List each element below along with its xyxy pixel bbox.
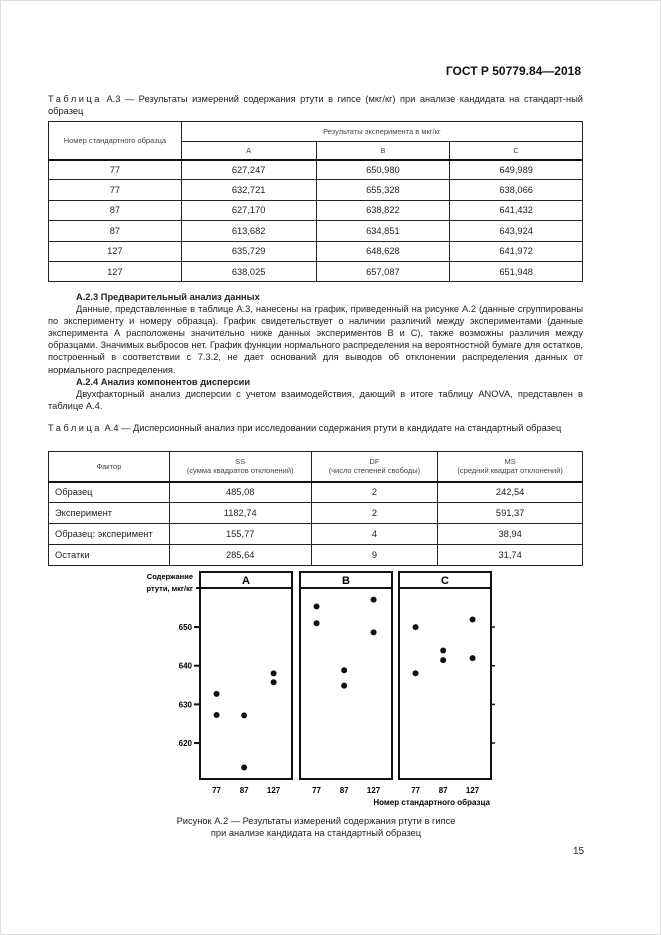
caption-text: А.3 — Результаты измерений содержания ртути в гипсе (мкг/кг) при анализе кандидата на стандарт-ный образец [48, 94, 583, 116]
section-heading: А.2.4 Анализ компонентов дисперсии [76, 376, 251, 387]
table-row [49, 241, 583, 261]
table-a4-caption [48, 422, 583, 434]
x-tick-label: 87 [239, 786, 249, 795]
header-title: DF [369, 457, 380, 467]
section-heading: А.2.3 Предварительный анализ данных [76, 292, 260, 302]
header-title: MS [504, 457, 516, 467]
data-point [314, 603, 320, 609]
y-axis-label-line: ртути, мкг/кг [146, 584, 193, 593]
table-cell: 155,77 [169, 524, 311, 545]
table-cell: 127 [49, 261, 182, 281]
panel-frame [200, 572, 292, 779]
table-cell: 613,682 [181, 221, 316, 241]
data-point [241, 764, 247, 770]
table-row [49, 180, 583, 200]
column-header [49, 452, 170, 482]
column-header [169, 452, 311, 482]
panel-label: A [242, 575, 250, 587]
table-cell: 242,54 [438, 482, 583, 503]
column-header [438, 452, 583, 482]
data-point [440, 648, 446, 654]
table-cell: 77 [49, 180, 182, 200]
x-tick-label: 127 [465, 786, 480, 795]
x-tick-label: 87 [339, 786, 349, 795]
paragraph: Данные, представленные в таблице А.3, нанесены на график, приведенный на рисунке А.2 (данные сгруппированы по эксперименту и номеру образца). График свидетельствует о наличии различий между экспериментами (данные эксперимента А расположены значительно ниже данных экспериментов В и С), также возможны различия между образцами. Значимых выбросов нет. График функции нормального распределения на вероятностной бумаге для остатков, построенный в соответствии с 7.3.2, не дает оснований для выводов об отклонении распределения данных от нормального распределения. [48, 304, 583, 375]
header-title: Фактор [96, 461, 122, 471]
standard-number: ГОСТ Р 50779.84—2018 [445, 64, 581, 78]
table-cell: 87 [49, 221, 182, 241]
header-title: SS [235, 457, 246, 467]
figure-caption-line: Рисунок А.2 — Результаты измерений содержания ртути в гипсе [176, 816, 456, 826]
table-row [49, 524, 583, 545]
table-cell: 4 [311, 524, 438, 545]
table-cell: 641,432 [450, 200, 583, 220]
panel-frame [399, 572, 491, 779]
x-tick-label: 127 [266, 786, 281, 795]
table-row [49, 221, 583, 241]
table-cell: 1182,74 [169, 503, 311, 524]
panel-label: C [441, 575, 449, 587]
header-subtitle: (число степеней свободы) [328, 466, 421, 476]
table-cell: 655,328 [316, 180, 450, 200]
table-cell: Образец [49, 482, 170, 503]
table-cell: Образец: эксперимент [49, 524, 170, 545]
col-b: B [316, 142, 450, 160]
y-tick-label: 640 [178, 661, 192, 671]
data-point [371, 629, 377, 635]
x-tick-label: 87 [438, 786, 448, 795]
table-cell: 2 [311, 482, 438, 503]
table-row [49, 200, 583, 220]
y-axis-label-line: Содержание [146, 572, 193, 581]
table-cell: Эксперимент [49, 503, 170, 524]
table-cell: 31,74 [438, 545, 583, 566]
table-cell: 643,924 [450, 221, 583, 241]
table-cell: Остатки [49, 545, 170, 566]
table-cell: 635,729 [181, 241, 316, 261]
table-cell: 638,025 [181, 261, 316, 281]
table-a3 [48, 121, 583, 282]
x-axis-label: Номер стандартного образца [373, 798, 490, 807]
table-cell: 87 [49, 200, 182, 220]
data-point [314, 620, 320, 626]
data-point [470, 617, 476, 623]
table-a4 [48, 451, 583, 566]
data-point [413, 670, 419, 676]
table-cell: 638,066 [450, 180, 583, 200]
table-row [49, 160, 583, 180]
table-cell: 127 [49, 241, 182, 261]
data-point [440, 657, 446, 663]
header-subtitle: (сумма квадратов отклонений) [186, 466, 294, 476]
caption-text: А.4 — Дисперсионный анализ при исследовании содержания ртути в кандидате на стандартный образец [104, 423, 562, 433]
table-cell: 9 [311, 545, 438, 566]
table-cell: 485,08 [169, 482, 311, 503]
x-tick-label: 77 [212, 786, 222, 795]
col-sample: Номер стандартного образца [49, 122, 182, 160]
header-subtitle: (средний квадрат отклонений) [457, 466, 563, 476]
table-cell: 649,989 [450, 160, 583, 180]
table-cell: 650,980 [316, 160, 450, 180]
caption-label: Таблица [48, 423, 102, 433]
table-cell: 634,851 [316, 221, 450, 241]
table-cell: 638,822 [316, 200, 450, 220]
table-cell: 632,721 [181, 180, 316, 200]
y-tick-label: 650 [178, 623, 192, 633]
table-cell: 2 [311, 503, 438, 524]
data-point [470, 655, 476, 661]
table-cell: 591,37 [438, 503, 583, 524]
table-cell: 77 [49, 160, 182, 180]
table-cell: 627,170 [181, 200, 316, 220]
y-tick-label: 620 [178, 739, 192, 749]
column-header [311, 452, 438, 482]
section-a23 [48, 291, 583, 412]
y-tick-label: 630 [178, 700, 192, 710]
data-point [271, 670, 277, 676]
table-cell: 641,972 [450, 241, 583, 261]
table-cell: 38,94 [438, 524, 583, 545]
table-row [49, 545, 583, 566]
col-a: A [181, 142, 316, 160]
paragraph: Двухфакторный анализ дисперсии с учетом взаимодействия, дающий в итоге таблицу ANOVA, представлен в таблице А.4. [48, 388, 583, 411]
x-tick-label: 77 [312, 786, 322, 795]
col-group: Результаты эксперимента в мкг/кг [181, 122, 582, 142]
table-cell: 285,64 [169, 545, 311, 566]
table-cell: 648,628 [316, 241, 450, 261]
data-point [413, 624, 419, 630]
panel-label: B [342, 575, 350, 587]
data-point [341, 667, 347, 673]
data-point [371, 597, 377, 603]
caption-label: Таблица [48, 94, 102, 104]
x-tick-label: 127 [366, 786, 381, 795]
table-a3-caption [48, 93, 583, 117]
figure-a2-chart [1, 566, 661, 811]
figure-caption-line: при анализе кандидата на стандартный образец [210, 828, 422, 838]
page-number: 15 [573, 846, 585, 857]
x-tick-label: 77 [411, 786, 421, 795]
figure-caption [151, 815, 481, 839]
table-row [49, 503, 583, 524]
data-point [214, 691, 220, 697]
table-row [49, 482, 583, 503]
table-cell: 651,948 [450, 261, 583, 281]
data-point [271, 679, 277, 685]
table-cell: 657,087 [316, 261, 450, 281]
data-point [341, 683, 347, 689]
panel-frame [300, 572, 392, 779]
data-point [241, 712, 247, 718]
data-point [214, 712, 220, 718]
table-cell: 627,247 [181, 160, 316, 180]
table-row [49, 261, 583, 281]
col-c: C [450, 142, 583, 160]
